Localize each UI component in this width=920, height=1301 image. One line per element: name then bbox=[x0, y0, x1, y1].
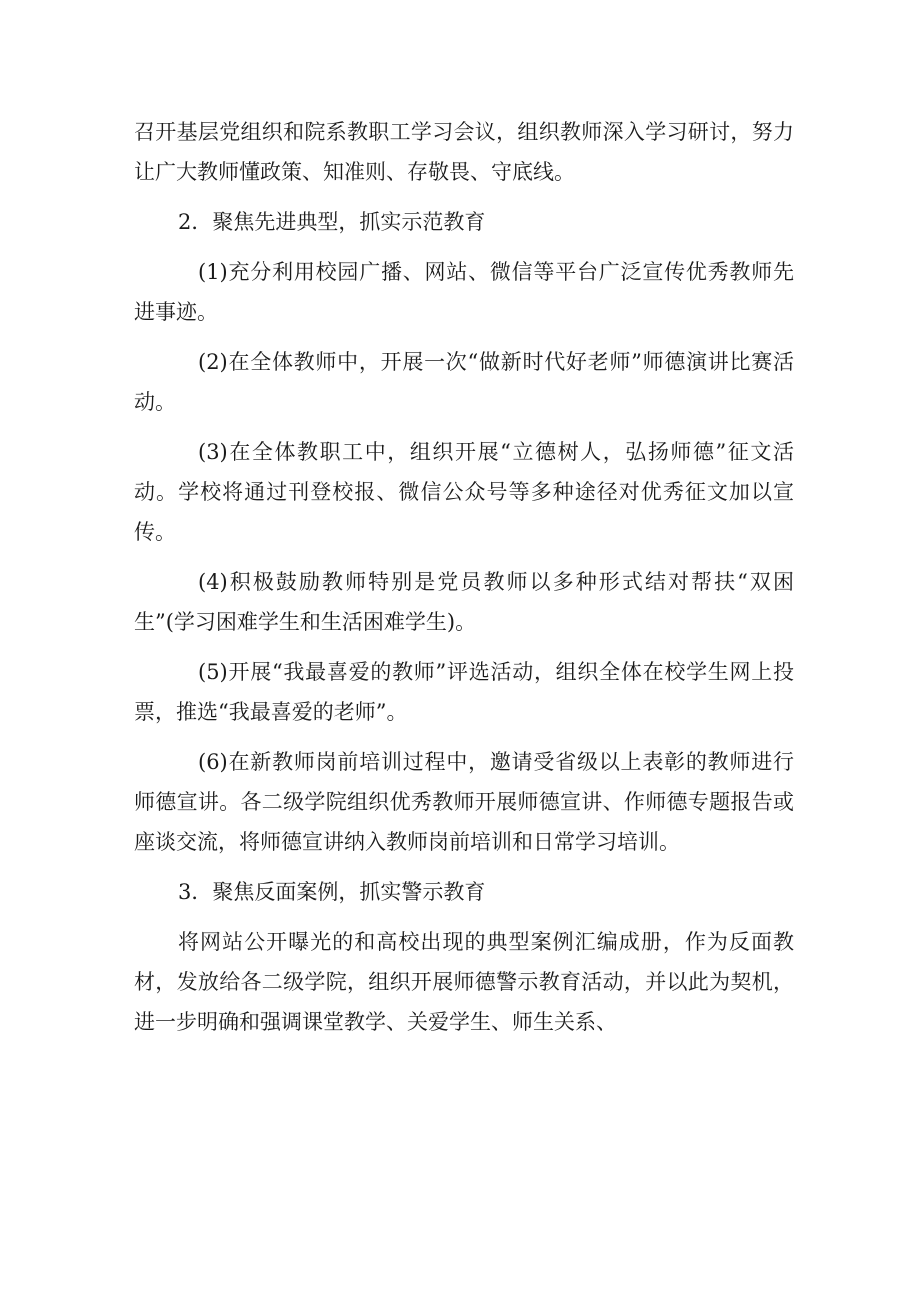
paragraph-body: 将网站公开曝光的和高校出现的典型案例汇编成册，作为反面教材，发放给各二级学院，组织开展师德警示教育活动，并以此为契机，进一步明确和强调课堂教学、关爱学生、师生关系、 bbox=[134, 930, 794, 1034]
list-item-3: (3)在全体教职工中，组织开展“立德树人，弘扬师德”征文活动。学校将通过刊登校报、微信公众号等多种途径对优秀征文加以宣传。 bbox=[134, 440, 794, 544]
list-item-1: (1)充分利用校园广播、网站、微信等平台广泛宣传优秀教师先进事迹。 bbox=[134, 260, 794, 324]
list-item-2: (2)在全体教师中，开展一次“做新时代好老师”师德演讲比赛活动。 bbox=[134, 350, 794, 414]
paragraph-continuation: 召开基层党组织和院系教职工学习会议，组织教师深入学习研讨，努力让广大教师懂政策、知准则、存敬畏、守底线。 bbox=[134, 120, 794, 184]
list-item-4: (4)积极鼓励教师特别是党员教师以多种形式结对帮扶“双困生”(学习困难学生和生活困难学生)。 bbox=[134, 570, 794, 634]
list-item-6: (6)在新教师岗前培训过程中，邀请受省级以上表彰的教师进行师德宣讲。各二级学院组织优秀教师开展师德宣讲、作师德专题报告或座谈交流，将师德宣讲纳入教师岗前培训和日常学习培训。 bbox=[134, 750, 794, 854]
section-heading-2: 2．聚焦先进典型，抓实示范教育 bbox=[178, 210, 486, 234]
section-heading-3: 3．聚焦反面案例，抓实警示教育 bbox=[178, 880, 486, 904]
document-body bbox=[134, 112, 794, 1052]
list-item-5: (5)开展“我最喜爱的教师”评选活动，组织全体在校学生网上投票，推选“我最喜爱的老师”。 bbox=[134, 660, 794, 724]
